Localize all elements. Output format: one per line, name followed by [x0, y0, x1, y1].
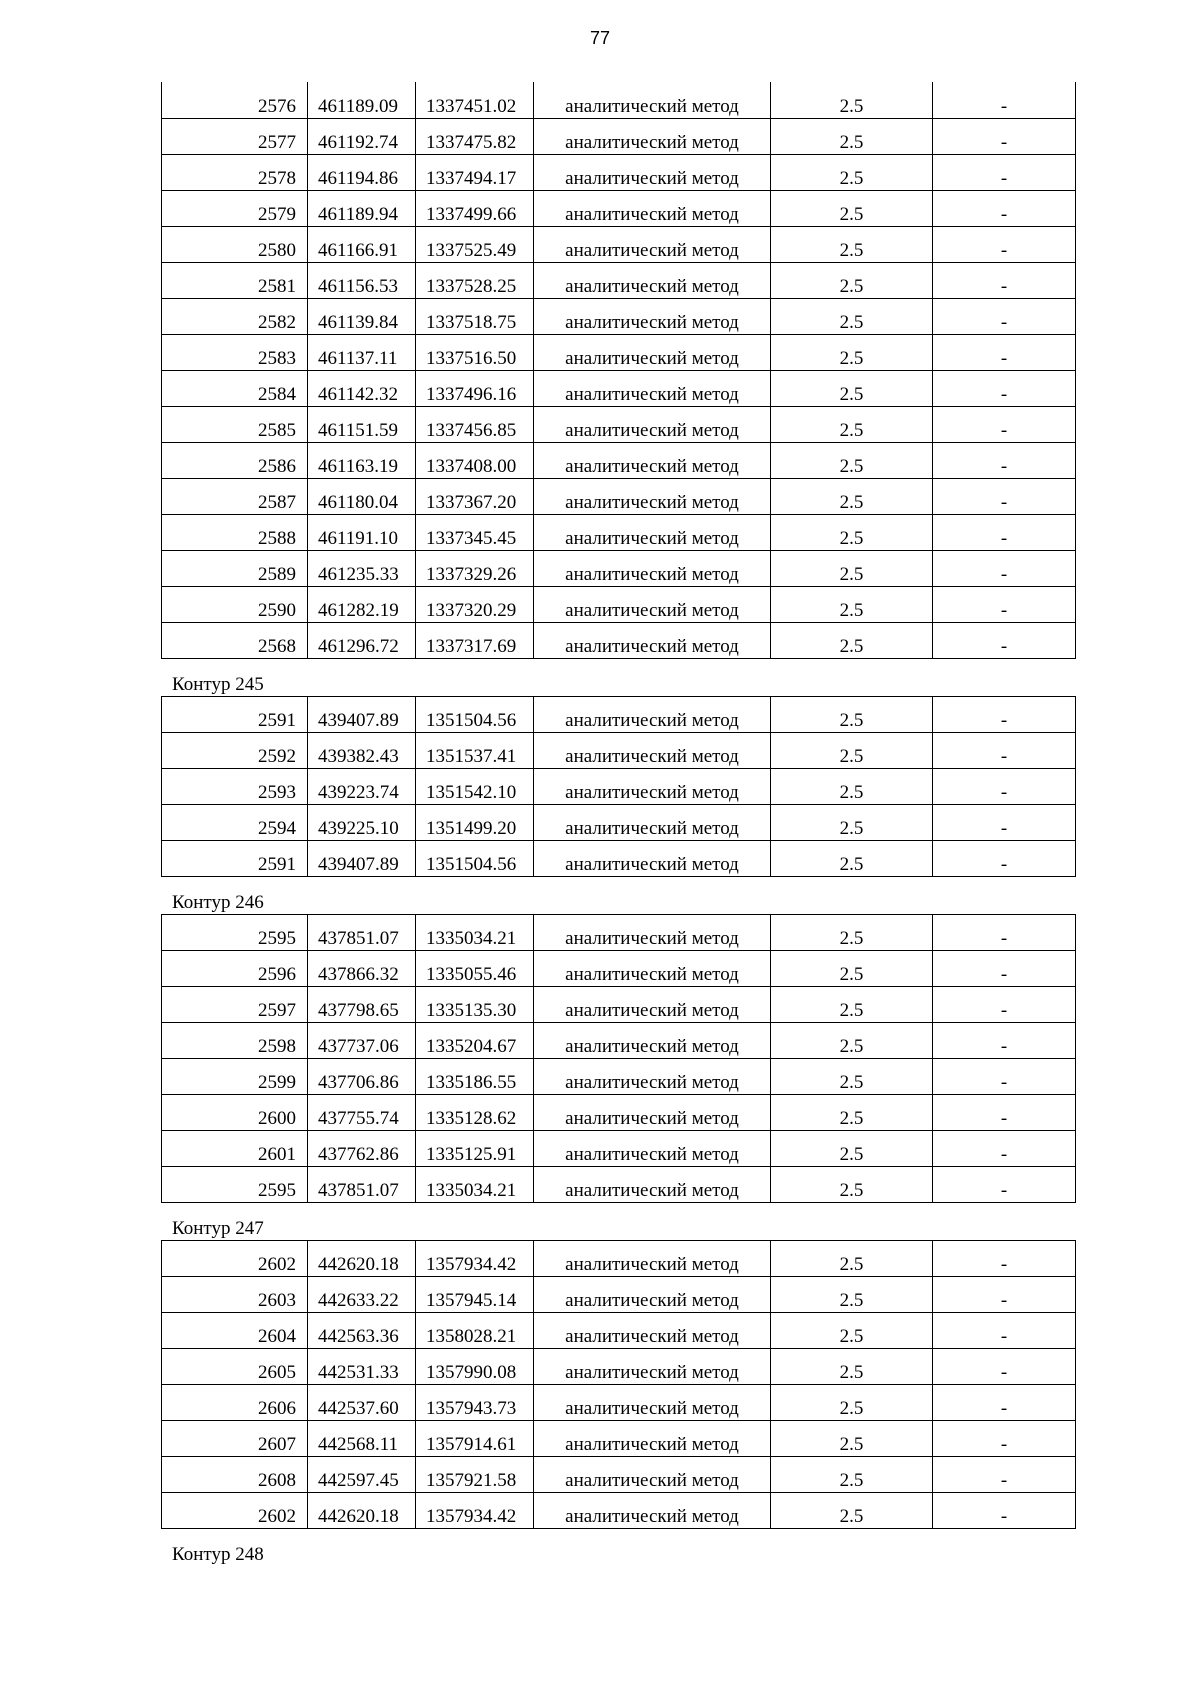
accuracy-cell: 2.5: [771, 1456, 933, 1492]
description-cell: -: [933, 1240, 1076, 1276]
accuracy-cell: 2.5: [771, 1348, 933, 1384]
accuracy-cell: 2.5: [771, 1240, 933, 1276]
method-cell: аналитический метод: [534, 118, 771, 154]
point-number-cell: 2589: [162, 550, 308, 586]
accuracy-cell: 2.5: [771, 840, 933, 876]
accuracy-cell: 2.5: [771, 442, 933, 478]
description-cell: -: [933, 334, 1076, 370]
description-cell: -: [933, 406, 1076, 442]
y-coordinate-cell: 1337494.17: [416, 154, 534, 190]
method-cell: аналитический метод: [534, 370, 771, 406]
accuracy-cell: 2.5: [771, 82, 933, 118]
method-cell: аналитический метод: [534, 406, 771, 442]
table-row: [162, 914, 1076, 950]
method-cell: аналитический метод: [534, 442, 771, 478]
table-row: [162, 190, 1076, 226]
y-coordinate-cell: 1335034.21: [416, 914, 534, 950]
x-coordinate-cell: 461282.19: [308, 586, 416, 622]
table-row: [162, 1420, 1076, 1456]
table-row: [162, 226, 1076, 262]
y-coordinate-cell: 1351542.10: [416, 768, 534, 804]
table-row: [162, 1276, 1076, 1312]
x-coordinate-cell: 442633.22: [308, 1276, 416, 1312]
x-coordinate-cell: 437798.65: [308, 986, 416, 1022]
point-number-cell: 2591: [162, 696, 308, 732]
description-cell: -: [933, 514, 1076, 550]
y-coordinate-cell: 1351504.56: [416, 696, 534, 732]
point-number-cell: 2576: [162, 82, 308, 118]
table-row: [162, 1094, 1076, 1130]
x-coordinate-cell: 442563.36: [308, 1312, 416, 1348]
method-cell: аналитический метод: [534, 914, 771, 950]
x-coordinate-cell: 442620.18: [308, 1492, 416, 1528]
description-cell: -: [933, 298, 1076, 334]
table-row: [162, 840, 1076, 876]
point-number-cell: 2591: [162, 840, 308, 876]
table-row: [162, 478, 1076, 514]
method-cell: аналитический метод: [534, 1022, 771, 1058]
point-number-cell: 2587: [162, 478, 308, 514]
description-cell: -: [933, 154, 1076, 190]
description-cell: -: [933, 696, 1076, 732]
x-coordinate-cell: 437755.74: [308, 1094, 416, 1130]
description-cell: -: [933, 804, 1076, 840]
accuracy-cell: 2.5: [771, 1384, 933, 1420]
method-cell: аналитический метод: [534, 1166, 771, 1202]
method-cell: аналитический метод: [534, 478, 771, 514]
point-number-cell: 2606: [162, 1384, 308, 1420]
table-row: [162, 768, 1076, 804]
accuracy-cell: 2.5: [771, 370, 933, 406]
table-row: [162, 298, 1076, 334]
y-coordinate-cell: 1357945.14: [416, 1276, 534, 1312]
accuracy-cell: 2.5: [771, 1094, 933, 1130]
coordinates-table: [161, 914, 1076, 1203]
method-cell: аналитический метод: [534, 768, 771, 804]
coordinates-document: [161, 82, 1075, 1566]
description-cell: -: [933, 1348, 1076, 1384]
description-cell: -: [933, 1312, 1076, 1348]
accuracy-cell: 2.5: [771, 1420, 933, 1456]
table-row: [162, 1456, 1076, 1492]
point-number-cell: 2598: [162, 1022, 308, 1058]
description-cell: -: [933, 1492, 1076, 1528]
point-number-cell: 2604: [162, 1312, 308, 1348]
method-cell: аналитический метод: [534, 622, 771, 658]
accuracy-cell: 2.5: [771, 406, 933, 442]
x-coordinate-cell: 461192.74: [308, 118, 416, 154]
x-coordinate-cell: 442568.11: [308, 1420, 416, 1456]
accuracy-cell: 2.5: [771, 1130, 933, 1166]
table-row: [162, 586, 1076, 622]
table-row: [162, 1130, 1076, 1166]
y-coordinate-cell: 1337317.69: [416, 622, 534, 658]
y-coordinate-cell: 1337408.00: [416, 442, 534, 478]
x-coordinate-cell: 437737.06: [308, 1022, 416, 1058]
y-coordinate-cell: 1335128.62: [416, 1094, 534, 1130]
accuracy-cell: 2.5: [771, 696, 933, 732]
x-coordinate-cell: 461189.09: [308, 82, 416, 118]
x-coordinate-cell: 439382.43: [308, 732, 416, 768]
method-cell: аналитический метод: [534, 1420, 771, 1456]
point-number-cell: 2595: [162, 914, 308, 950]
y-coordinate-cell: 1335055.46: [416, 950, 534, 986]
x-coordinate-cell: 437851.07: [308, 1166, 416, 1202]
point-number-cell: 2599: [162, 1058, 308, 1094]
y-coordinate-cell: 1337518.75: [416, 298, 534, 334]
point-number-cell: 2595: [162, 1166, 308, 1202]
contour-label: Контур 247: [172, 1217, 264, 1239]
method-cell: аналитический метод: [534, 1456, 771, 1492]
point-number-cell: 2568: [162, 622, 308, 658]
y-coordinate-cell: 1335135.30: [416, 986, 534, 1022]
description-cell: -: [933, 1384, 1076, 1420]
description-cell: -: [933, 478, 1076, 514]
y-coordinate-cell: 1335186.55: [416, 1058, 534, 1094]
y-coordinate-cell: 1337451.02: [416, 82, 534, 118]
table-row: [162, 334, 1076, 370]
table-row: [162, 622, 1076, 658]
method-cell: аналитический метод: [534, 226, 771, 262]
y-coordinate-cell: 1337320.29: [416, 586, 534, 622]
method-cell: аналитический метод: [534, 298, 771, 334]
y-coordinate-cell: 1357934.42: [416, 1492, 534, 1528]
method-cell: аналитический метод: [534, 732, 771, 768]
description-cell: -: [933, 1130, 1076, 1166]
method-cell: аналитический метод: [534, 154, 771, 190]
point-number-cell: 2602: [162, 1240, 308, 1276]
accuracy-cell: 2.5: [771, 950, 933, 986]
y-coordinate-cell: 1337367.20: [416, 478, 534, 514]
coordinates-table: [161, 696, 1076, 877]
table-row: [162, 442, 1076, 478]
x-coordinate-cell: 442531.33: [308, 1348, 416, 1384]
contour-label: Контур 248: [172, 1543, 264, 1565]
table-row: [162, 370, 1076, 406]
x-coordinate-cell: 461151.59: [308, 406, 416, 442]
y-coordinate-cell: 1357990.08: [416, 1348, 534, 1384]
y-coordinate-cell: 1335125.91: [416, 1130, 534, 1166]
method-cell: аналитический метод: [534, 1094, 771, 1130]
table-row: [162, 262, 1076, 298]
point-number-cell: 2581: [162, 262, 308, 298]
contour-label: Контур 245: [172, 673, 264, 695]
description-cell: -: [933, 262, 1076, 298]
point-number-cell: 2596: [162, 950, 308, 986]
point-number-cell: 2582: [162, 298, 308, 334]
accuracy-cell: 2.5: [771, 334, 933, 370]
point-number-cell: 2607: [162, 1420, 308, 1456]
coordinates-table: [161, 1240, 1076, 1529]
method-cell: аналитический метод: [534, 334, 771, 370]
method-cell: аналитический метод: [534, 550, 771, 586]
point-number-cell: 2592: [162, 732, 308, 768]
point-number-cell: 2578: [162, 154, 308, 190]
x-coordinate-cell: 461194.86: [308, 154, 416, 190]
x-coordinate-cell: 461163.19: [308, 442, 416, 478]
point-number-cell: 2579: [162, 190, 308, 226]
accuracy-cell: 2.5: [771, 732, 933, 768]
table-row: [162, 1240, 1076, 1276]
table-row: [162, 1058, 1076, 1094]
description-cell: -: [933, 82, 1076, 118]
accuracy-cell: 2.5: [771, 914, 933, 950]
point-number-cell: 2603: [162, 1276, 308, 1312]
table-row: [162, 696, 1076, 732]
accuracy-cell: 2.5: [771, 1492, 933, 1528]
y-coordinate-cell: 1335034.21: [416, 1166, 534, 1202]
method-cell: аналитический метод: [534, 1240, 771, 1276]
description-cell: -: [933, 370, 1076, 406]
point-number-cell: 2586: [162, 442, 308, 478]
point-number-cell: 2593: [162, 768, 308, 804]
x-coordinate-cell: 461139.84: [308, 298, 416, 334]
method-cell: аналитический метод: [534, 804, 771, 840]
description-cell: -: [933, 190, 1076, 226]
accuracy-cell: 2.5: [771, 154, 933, 190]
coordinates-table: [161, 82, 1076, 659]
table-row: [162, 804, 1076, 840]
accuracy-cell: 2.5: [771, 1022, 933, 1058]
point-number-cell: 2602: [162, 1492, 308, 1528]
point-number-cell: 2580: [162, 226, 308, 262]
x-coordinate-cell: 442537.60: [308, 1384, 416, 1420]
point-number-cell: 2608: [162, 1456, 308, 1492]
y-coordinate-cell: 1351537.41: [416, 732, 534, 768]
accuracy-cell: 2.5: [771, 768, 933, 804]
accuracy-cell: 2.5: [771, 226, 933, 262]
table-row: [162, 1022, 1076, 1058]
x-coordinate-cell: 437866.32: [308, 950, 416, 986]
y-coordinate-cell: 1351504.56: [416, 840, 534, 876]
contour-label: Контур 246: [172, 891, 264, 913]
method-cell: аналитический метод: [534, 696, 771, 732]
point-number-cell: 2590: [162, 586, 308, 622]
point-number-cell: 2600: [162, 1094, 308, 1130]
y-coordinate-cell: 1357921.58: [416, 1456, 534, 1492]
method-cell: аналитический метод: [534, 1312, 771, 1348]
point-number-cell: 2605: [162, 1348, 308, 1384]
x-coordinate-cell: 442620.18: [308, 1240, 416, 1276]
x-coordinate-cell: 461156.53: [308, 262, 416, 298]
table-row: [162, 950, 1076, 986]
accuracy-cell: 2.5: [771, 622, 933, 658]
method-cell: аналитический метод: [534, 190, 771, 226]
description-cell: -: [933, 1166, 1076, 1202]
x-coordinate-cell: 439223.74: [308, 768, 416, 804]
point-number-cell: 2601: [162, 1130, 308, 1166]
method-cell: аналитический метод: [534, 1492, 771, 1528]
point-number-cell: 2594: [162, 804, 308, 840]
method-cell: аналитический метод: [534, 1058, 771, 1094]
x-coordinate-cell: 461191.10: [308, 514, 416, 550]
accuracy-cell: 2.5: [771, 298, 933, 334]
method-cell: аналитический метод: [534, 586, 771, 622]
table-row: [162, 1492, 1076, 1528]
table-row: [162, 1348, 1076, 1384]
description-cell: -: [933, 732, 1076, 768]
table-row: [162, 1312, 1076, 1348]
accuracy-cell: 2.5: [771, 586, 933, 622]
accuracy-cell: 2.5: [771, 1276, 933, 1312]
table-row: [162, 82, 1076, 118]
method-cell: аналитический метод: [534, 1384, 771, 1420]
y-coordinate-cell: 1337496.16: [416, 370, 534, 406]
description-cell: -: [933, 1058, 1076, 1094]
method-cell: аналитический метод: [534, 1348, 771, 1384]
description-cell: -: [933, 840, 1076, 876]
y-coordinate-cell: 1337525.49: [416, 226, 534, 262]
x-coordinate-cell: 437706.86: [308, 1058, 416, 1094]
x-coordinate-cell: 461137.11: [308, 334, 416, 370]
description-cell: -: [933, 1022, 1076, 1058]
accuracy-cell: 2.5: [771, 478, 933, 514]
x-coordinate-cell: 461142.32: [308, 370, 416, 406]
y-coordinate-cell: 1357914.61: [416, 1420, 534, 1456]
accuracy-cell: 2.5: [771, 550, 933, 586]
table-row: [162, 986, 1076, 1022]
method-cell: аналитический метод: [534, 840, 771, 876]
accuracy-cell: 2.5: [771, 986, 933, 1022]
accuracy-cell: 2.5: [771, 190, 933, 226]
point-number-cell: 2584: [162, 370, 308, 406]
y-coordinate-cell: 1337499.66: [416, 190, 534, 226]
method-cell: аналитический метод: [534, 514, 771, 550]
description-cell: -: [933, 1276, 1076, 1312]
table-row: [162, 406, 1076, 442]
description-cell: -: [933, 914, 1076, 950]
table-row: [162, 118, 1076, 154]
description-cell: -: [933, 768, 1076, 804]
point-number-cell: 2597: [162, 986, 308, 1022]
description-cell: -: [933, 986, 1076, 1022]
page-number: 77: [589, 28, 611, 48]
x-coordinate-cell: 439407.89: [308, 696, 416, 732]
method-cell: аналитический метод: [534, 950, 771, 986]
description-cell: -: [933, 1420, 1076, 1456]
point-number-cell: 2585: [162, 406, 308, 442]
y-coordinate-cell: 1357943.73: [416, 1384, 534, 1420]
method-cell: аналитический метод: [534, 1130, 771, 1166]
accuracy-cell: 2.5: [771, 1312, 933, 1348]
description-cell: -: [933, 950, 1076, 986]
x-coordinate-cell: 461296.72: [308, 622, 416, 658]
point-number-cell: 2583: [162, 334, 308, 370]
method-cell: аналитический метод: [534, 82, 771, 118]
y-coordinate-cell: 1337528.25: [416, 262, 534, 298]
method-cell: аналитический метод: [534, 262, 771, 298]
x-coordinate-cell: 439225.10: [308, 804, 416, 840]
accuracy-cell: 2.5: [771, 804, 933, 840]
description-cell: -: [933, 226, 1076, 262]
x-coordinate-cell: 437851.07: [308, 914, 416, 950]
accuracy-cell: 2.5: [771, 1166, 933, 1202]
table-row: [162, 154, 1076, 190]
y-coordinate-cell: 1357934.42: [416, 1240, 534, 1276]
x-coordinate-cell: 461235.33: [308, 550, 416, 586]
y-coordinate-cell: 1337516.50: [416, 334, 534, 370]
description-cell: -: [933, 118, 1076, 154]
x-coordinate-cell: 442597.45: [308, 1456, 416, 1492]
table-row: [162, 1166, 1076, 1202]
table-row: [162, 550, 1076, 586]
description-cell: -: [933, 1094, 1076, 1130]
accuracy-cell: 2.5: [771, 262, 933, 298]
table-row: [162, 732, 1076, 768]
table-row: [162, 1384, 1076, 1420]
description-cell: -: [933, 442, 1076, 478]
description-cell: -: [933, 586, 1076, 622]
point-number-cell: 2577: [162, 118, 308, 154]
x-coordinate-cell: 437762.86: [308, 1130, 416, 1166]
y-coordinate-cell: 1358028.21: [416, 1312, 534, 1348]
accuracy-cell: 2.5: [771, 1058, 933, 1094]
table-row: [162, 514, 1076, 550]
y-coordinate-cell: 1337475.82: [416, 118, 534, 154]
x-coordinate-cell: 461166.91: [308, 226, 416, 262]
accuracy-cell: 2.5: [771, 514, 933, 550]
x-coordinate-cell: 439407.89: [308, 840, 416, 876]
x-coordinate-cell: 461189.94: [308, 190, 416, 226]
description-cell: -: [933, 1456, 1076, 1492]
y-coordinate-cell: 1337345.45: [416, 514, 534, 550]
description-cell: -: [933, 622, 1076, 658]
accuracy-cell: 2.5: [771, 118, 933, 154]
y-coordinate-cell: 1351499.20: [416, 804, 534, 840]
method-cell: аналитический метод: [534, 1276, 771, 1312]
y-coordinate-cell: 1337456.85: [416, 406, 534, 442]
y-coordinate-cell: 1337329.26: [416, 550, 534, 586]
y-coordinate-cell: 1335204.67: [416, 1022, 534, 1058]
point-number-cell: 2588: [162, 514, 308, 550]
x-coordinate-cell: 461180.04: [308, 478, 416, 514]
method-cell: аналитический метод: [534, 986, 771, 1022]
description-cell: -: [933, 550, 1076, 586]
